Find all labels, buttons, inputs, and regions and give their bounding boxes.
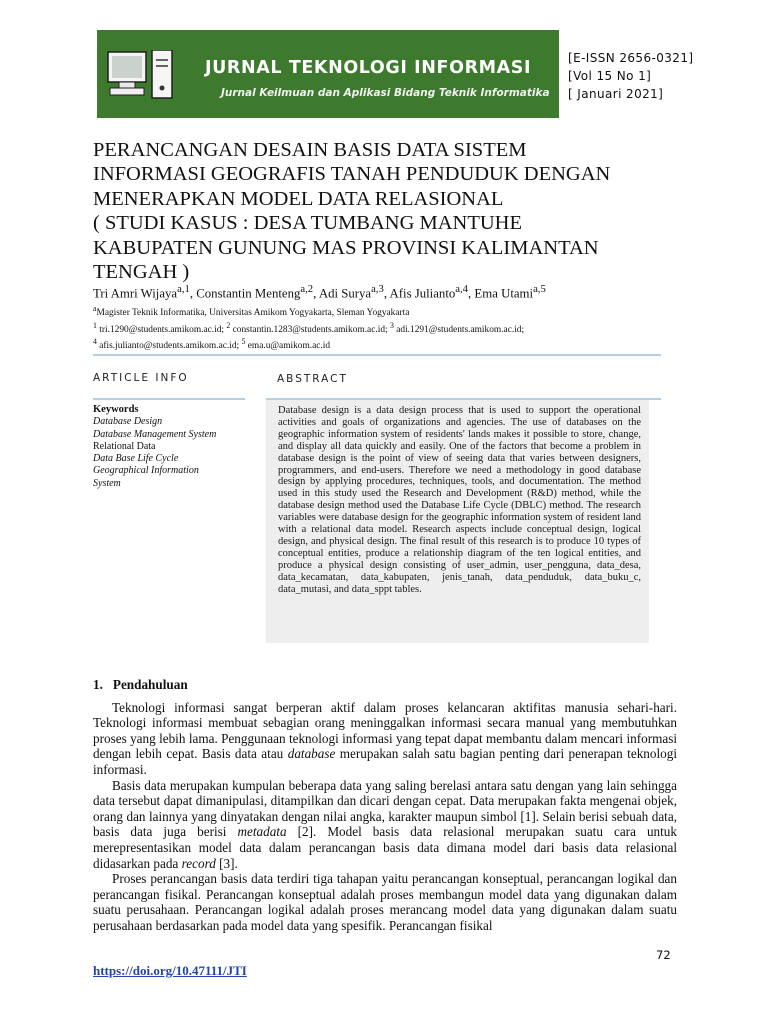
text-run: Basis data merupakan kumpulan beberapa data yang saling berelasi antara satu dengan yang lain sehingga data tersebut dapat dimanipulasi, ditampilkan dan dicari dengan cepat. Data merupakan fakta mengenai objek, orang dan lainnya yang dinyatakan dengan nilai angka, karakter maupun simbol [1]. Selain berisi sebuah data, basis data juga berisi	[93, 777, 677, 840]
title-line: MENERAPKAN MODEL DATA RELASIONAL	[93, 187, 504, 210]
keyword: Database Design	[93, 416, 163, 428]
author-sup: a,4	[455, 284, 469, 295]
volume: [Vol 15 No 1]	[568, 69, 652, 83]
italic-term: metadata	[237, 824, 287, 840]
title-line: PERANCANGAN DESAIN BASIS DATA SISTEM	[93, 139, 527, 161]
keyword: Geographical Information	[93, 465, 199, 477]
author-list	[93, 284, 693, 301]
abstract-label: ABSTRACT	[277, 373, 348, 385]
email-address: ema.u@amikom.ac.id	[245, 341, 331, 352]
journal-title: JURNAL TEKNOLOGI INFORMASI	[205, 58, 532, 78]
paragraph	[93, 700, 677, 778]
abstract-box	[266, 400, 649, 643]
author-name: Constantin Menteng	[196, 286, 301, 301]
email-sup: 4	[93, 337, 97, 347]
issn: [E-ISSN 2656-0321]	[568, 51, 694, 65]
title-line: ( STUDI KASUS : DESA TUMBANG MANTUHE	[93, 212, 523, 235]
doi-link[interactable]: https://doi.org/10.47111/JTI	[93, 963, 247, 978]
keywords-section	[93, 404, 248, 490]
email-address: constantin.1283@students.amikom.ac.id;	[230, 324, 390, 335]
issue-date: [ Januari 2021]	[568, 87, 664, 101]
title-line: KABUPATEN GUNUNG MAS PROVINSI KALIMANTAN	[93, 236, 599, 259]
author-name: Afis Julianto	[389, 286, 456, 301]
italic-term: database	[287, 746, 336, 762]
email-sup: 1	[93, 320, 97, 330]
affiliation-text: Magister Teknik Informatika, Universitas Amikom Yogyakarta, Sleman Yogyakarta	[96, 308, 410, 319]
computer-monitor-icon	[105, 50, 175, 108]
journal-subtitle: Jurnal Keilmuan dan Aplikasi Bidang Teknik Informatika	[221, 87, 550, 99]
email-address: tri.1290@students.amikom.ac.id;	[96, 324, 227, 335]
keyword: System	[93, 477, 121, 489]
author-separator: ,	[189, 286, 197, 301]
email-line	[93, 336, 693, 353]
section-title: Pendahuluan	[112, 677, 188, 692]
abstract-text: Database design is a data design process that is used to support the operational activities and goals of organizations and agencies. The use of databases on the geographic information system of residents' lands makes it possible to store, change, and display all data quickly and easily. One of the factors that become a problem in database design is the point of view of seeing data that varies between designers, programmers, and end-users. Therefore we need a methodology in good database design by applying procedures, techniques, tools, and documentation. The method used in this study used the Research and Development (R&D) method, while the database design method used the Database Life Cycle (DBLC) method. The research variables were database design for the geographic information system of resident land with a relational data model. Research aspects include conceptual design, logical design, and physical design. The final result of this research is to produce 10 types of conceptual entities, produce a relationship diagram of the ten logical entities, and produce a physical design consisting of user_admin, user_pengguna, data_desa, data_kecamatan, data_kabupaten, jenis_tanah, data_penduduk, data_buku_c, data_mutasi, and data_sppt tables.	[278, 405, 641, 595]
author-name: Ema Utami	[474, 286, 534, 301]
divider	[93, 354, 661, 356]
email-sup: 3	[389, 320, 394, 330]
author-sup: a,3	[371, 284, 384, 295]
affiliation-sup: a	[93, 304, 97, 313]
section-number: 1.	[93, 677, 103, 692]
title-line: INFORMASI GEOGRAFIS TANAH PENDUDUK DENGAN	[93, 163, 611, 186]
section-heading	[93, 677, 677, 693]
page-number: 72	[656, 948, 671, 962]
paragraph	[93, 778, 677, 872]
journal-banner	[97, 30, 559, 118]
email-address: afis.julianto@students.amikom.ac.id;	[96, 341, 242, 352]
author-sup: a,5	[533, 284, 546, 295]
text-run: [2]. Model basis data relasional merupakan suatu cara untuk merepresentasikan model data dalam perancangan basis data dimana model dari basis data relasional didasarkan pada	[93, 824, 677, 871]
email-sup: 5	[241, 337, 246, 347]
keywords-heading: Keywords	[93, 404, 139, 415]
italic-term: record	[181, 855, 216, 871]
email-line	[93, 320, 693, 337]
paragraph: Proses perancangan basis data terdiri tiga tahapan yaitu perancangan konseptual, perancangan logikal dan perancangan fisikal. Perancangan konseptual adalah proses membangun model data yang digunakan dalam suatu perusahaan. Perancangan logikal adalah proses merancang model data yang digunakan dalam suatu perusahaan berdasarkan pada model data yang spesifik. Perancangan fisikal	[93, 871, 677, 933]
keyword: Relational Data	[93, 440, 156, 452]
email-sup: 2	[226, 320, 231, 330]
author-separator: ,	[383, 286, 390, 301]
author-sup: a,1	[177, 284, 190, 295]
keyword: Data Base Life Cycle	[93, 453, 179, 465]
text-run: Teknologi informasi sangat berperan aktif dalam proses kelancaran aktifitas manusia sehari-hari. Teknologi informasi membuat sebagian orang meninggalkan informasi secara manual yang membutuhkan proses yang lebih lama. Penggunaan teknologi informasi yang tepat dapat membantu dalam mencari informasi dengan lebih cepat. Basis data atau	[93, 699, 677, 762]
author-sup: a,2	[300, 284, 314, 295]
author-separator: ,	[468, 286, 475, 301]
divider	[93, 398, 245, 400]
paper-title	[93, 138, 693, 284]
email-address: adi.1291@students.amikom.ac.id;	[393, 324, 525, 335]
issue-info	[568, 49, 758, 103]
section-pendahuluan	[93, 677, 677, 934]
author-name: Adi Surya	[318, 286, 372, 301]
article-info-label: ARTICLE INFO	[93, 372, 189, 384]
author-name: Tri Amri Wijaya	[93, 286, 178, 301]
title-line: TENGAH )	[93, 261, 190, 284]
affiliations	[93, 303, 693, 353]
keyword: Database Management System	[93, 428, 217, 440]
text-run: [3].	[215, 855, 238, 871]
text-run: merupakan salah satu bagian penting dari penerapan teknologi informasi.	[93, 746, 677, 777]
affiliation-line	[93, 303, 693, 320]
author-separator: ,	[313, 286, 319, 301]
